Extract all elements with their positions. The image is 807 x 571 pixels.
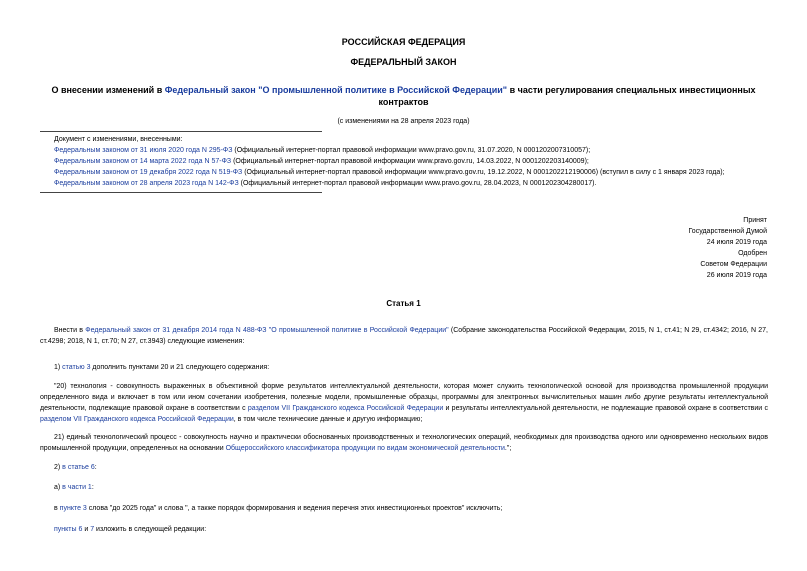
change-item — [54, 145, 794, 156]
article-paragraph-3 — [40, 381, 768, 425]
p8-link-2[interactable]: 7 — [90, 526, 95, 533]
article-paragraph-8 — [40, 524, 768, 535]
p2-pre: 1) — [54, 364, 63, 371]
article-paragraph-5 — [40, 462, 768, 473]
change-item — [54, 156, 794, 167]
change-link-3[interactable]: Федеральным законом от 19 декабря 2022 года N 519-ФЗ — [54, 169, 243, 176]
p2-link[interactable]: статью 3 — [62, 364, 91, 371]
p3-link-2[interactable]: разделом VII Гражданского кодекса Российской Федерации — [40, 416, 234, 423]
p1-pre: Внести в — [54, 327, 86, 334]
doc-type-heading: ФЕДЕРАЛЬНЫЙ ЗАКОН — [350, 57, 457, 67]
p3-c: , в том числе технические данные и другую информацию; — [233, 416, 423, 423]
change-text-3: (Официальный интернет-портал правовой информации www.pravo.gov.ru, 19.12.2022, N 0001202212190006) (вступил в силу с 1 января 2023 года); — [242, 169, 725, 176]
p5-post: : — [94, 464, 97, 471]
p8-link-1[interactable]: пункты 6 — [54, 526, 83, 533]
changes-intro: Документ с изменениями, внесенными: — [54, 136, 183, 143]
approved-label: Одобрен — [738, 250, 767, 257]
adopted-by: Государственной Думой — [688, 228, 767, 235]
p8-mid: и — [82, 526, 91, 533]
article-paragraph-4 — [40, 432, 768, 454]
change-item — [54, 178, 794, 189]
p4-b: ."; — [504, 445, 512, 452]
change-text-2: (Официальный интернет-портал правовой информации www.pravo.gov.ru, 14.03.2022, N 0001202203140009); — [231, 158, 589, 165]
adopted-date: 24 июля 2019 года — [706, 239, 767, 246]
p1-post: (Собрание законодательства Российской Федерации, 2015, N 1, ст.41; N 29, ст.4342; 2016, N 27, ст.4298; 2018, N 1, ст.70; N 27, ст.3943) следующие изменения: — [40, 327, 768, 345]
p6-post: : — [91, 484, 94, 491]
p2-post: дополнить пунктами 20 и 21 следующего содержания: — [90, 364, 270, 371]
article-paragraph-6 — [40, 482, 768, 493]
article-paragraph-2 — [40, 362, 768, 373]
p3-b: и результаты интеллектуальной деятельности, не подлежащие правовой охране в соответствии с — [443, 405, 768, 412]
law-title-post: в части регулирования специальных инвестиционных — [507, 85, 756, 95]
change-link-4[interactable]: Федеральным законом от 28 апреля 2023 года N 142-ФЗ — [54, 180, 239, 187]
change-link-2[interactable]: Федеральным законом от 14 марта 2022 года N 57-ФЗ — [54, 158, 232, 165]
p8-post: изложить в следующей редакции: — [94, 526, 207, 533]
p6-pre: а) — [54, 484, 63, 491]
p6-link[interactable]: в части 1 — [62, 484, 92, 491]
bottom-divider — [40, 192, 322, 193]
edition-note: (с изменениями на 28 апреля 2023 года) — [337, 118, 470, 125]
adoption-block — [688, 215, 767, 281]
p1-law-link[interactable]: Федеральный закон от 31 декабря 2014 года N 488-ФЗ "О промышленной политике в Российской Федерации" — [85, 327, 449, 334]
change-item — [54, 167, 794, 178]
law-title-link[interactable]: Федеральный закон "О промышленной политике в Российской Федерации" — [164, 85, 508, 95]
p4-a: 21) единый технологический процесс - совокупность научно и практически обоснованных производственных и технологических операций, необходимых для производства одного или одновременно нескольких видов промышленной продукции, определенных на основании — [40, 434, 768, 452]
p3-a: "20) технология - совокупность выраженных в объективной форме результатов интеллектуальной деятельности, которая может служить технологической основой для производства промышленной продукции определенного вида и включает в том или ином сочетании изобретения, полезные модели, промышленные образцы, программы для электронных вычислительных машин либо другие результаты интеллектуальной деятельности, подлежащие правовой охране в соответствии с — [40, 383, 768, 412]
change-text-4: (Официальный интернет-портал правовой информации www.pravo.gov.ru, 28.04.2023, N 0001202304280017). — [238, 180, 597, 187]
changes-list — [54, 134, 794, 189]
approved-by: Советом Федерации — [700, 261, 767, 268]
change-link-1[interactable]: Федеральным законом от 31 июля 2020 года N 295-ФЗ — [54, 147, 233, 154]
article-heading: Статья 1 — [386, 299, 421, 308]
p4-link[interactable]: Общероссийского классификатора продукции по видам экономической деятельности — [225, 445, 505, 452]
adopted-label: Принят — [743, 217, 767, 224]
top-divider — [40, 131, 322, 132]
p3-link-1[interactable]: разделом VII Гражданского кодекса Российской Федерации — [247, 405, 444, 412]
p7-post: слова "до 2025 года" и слова ", а также порядок формирования и ведения перечня этих инвестиционных проектов" исключить; — [86, 505, 503, 512]
article-paragraph-7 — [40, 503, 768, 514]
law-title-line2: контрактов — [378, 97, 429, 107]
country-heading: РОССИЙСКАЯ ФЕДЕРАЦИЯ — [341, 37, 466, 47]
change-text-1: (Официальный интернет-портал правовой информации www.pravo.gov.ru, 31.07.2020, N 0001202007310057); — [232, 147, 591, 154]
approved-date: 26 июля 2019 года — [706, 272, 767, 279]
law-title-pre: О внесении изменений в — [51, 85, 165, 95]
article-paragraph-1 — [40, 325, 768, 347]
law-title — [0, 84, 807, 108]
p5-link[interactable]: в статье 6 — [62, 464, 95, 471]
p5-pre: 2) — [54, 464, 63, 471]
p7-link[interactable]: пункте 3 — [59, 505, 87, 512]
p7-pre: в — [54, 505, 60, 512]
